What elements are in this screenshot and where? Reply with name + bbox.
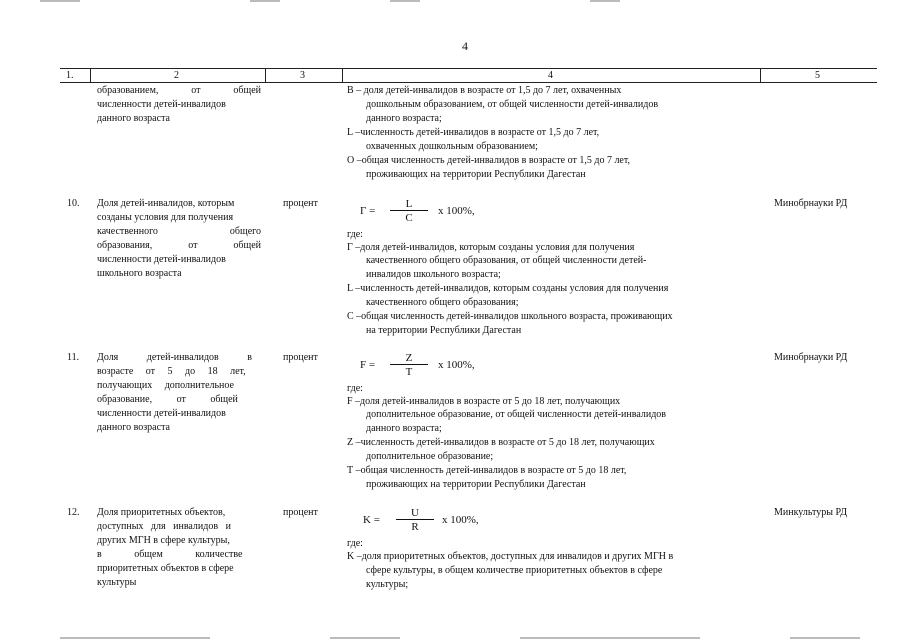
def-line: качественного общего образования; <box>366 297 519 308</box>
row-number: 11. <box>67 352 80 363</box>
row-desc-line: Доля детей-инвалидов в <box>97 352 252 363</box>
cont-def-line: В – доля детей-инвалидов в возрасте от 1,5 до 7 лет, охваченных <box>347 85 622 96</box>
row-desc-line: созданы условия для получения <box>97 212 234 223</box>
row-desc-line: культуры <box>97 577 137 588</box>
def-line: K –доля приоритетных объектов, доступных для инвалидов и других МГН в <box>347 551 674 562</box>
row-desc-word: качественного <box>97 226 158 237</box>
row-desc-line: численности детей-инвалидов <box>97 408 226 419</box>
page-number: 4 <box>462 39 468 53</box>
def-line: L –численность детей-инвалидов, которым созданы условия для получения <box>347 283 669 294</box>
row-desc-line: приоритетных объектов в сфере <box>97 563 234 574</box>
row-desc-line: Доля детей-инвалидов, которым <box>97 198 235 209</box>
header-col-4: 4 <box>548 70 553 81</box>
formula-numerator: L <box>405 198 413 210</box>
formula-numerator: U <box>411 507 419 519</box>
def-line: С –общая численность детей-инвалидов школьного возраста, проживающих <box>347 311 673 322</box>
formula-lhs: F = <box>360 359 376 371</box>
formula-rhs: x 100%, <box>442 514 479 526</box>
row-desc-word: образования, <box>97 240 153 251</box>
def-line: Г –доля детей-инвалидов, которым созданы условия для получения <box>347 242 635 253</box>
cont-desc-line: численности детей-инвалидов <box>97 99 226 110</box>
def-line: дополнительное образование, от общей численности детей-инвалидов <box>366 409 667 420</box>
org-label: Минобрнауки РД <box>774 352 848 363</box>
row-desc-line: образование, от общей <box>97 394 238 405</box>
def-line: качественного общего образования, от общей численности детей- <box>366 255 647 266</box>
unit-label: процент <box>283 352 318 363</box>
cont-def-line: данного возраста; <box>366 113 442 124</box>
row-desc-word: общего <box>229 226 261 237</box>
def-line: инвалидов школьного возраста; <box>366 269 501 280</box>
row-desc-line: в общем количестве <box>97 549 243 560</box>
row-desc-line: численности детей-инвалидов <box>97 254 226 265</box>
def-line: Z –численность детей-инвалидов в возрасте от 5 до 18 лет, получающих <box>347 437 655 448</box>
cont-desc-word: общей <box>233 85 261 96</box>
where-label: где: <box>347 538 363 549</box>
row-desc-line: возрасте от 5 до 18 лет, <box>97 366 246 377</box>
formula-rhs: x 100%, <box>438 359 475 371</box>
unit-label: процент <box>283 198 318 209</box>
def-line: сфере культуры, в общем количестве приоритетных объектов в сфере <box>366 565 663 576</box>
row-desc-line: данного возраста <box>97 422 170 433</box>
row-desc-line: получающих дополнительное <box>97 380 234 391</box>
header-col-1: 1. <box>66 70 74 81</box>
formula-denominator: T <box>405 366 413 378</box>
cont-def-line: L –численность детей-инвалидов в возрасте от 1,5 до 7 лет, <box>347 127 600 138</box>
row-desc-line: доступных для инвалидов и <box>97 521 231 532</box>
def-line: данного возраста; <box>366 423 442 434</box>
formula-denominator: R <box>411 521 419 533</box>
cont-def-line: проживающих на территории Республики Дагестан <box>366 169 586 180</box>
header-col-2: 2 <box>174 70 179 81</box>
def-line: Т –общая численность детей-инвалидов в возрасте от 5 до 18 лет, <box>347 465 627 476</box>
formula-denominator: C <box>405 212 413 224</box>
cont-desc-word: от <box>191 85 201 96</box>
def-line: культуры; <box>366 579 409 590</box>
cont-def-line: охваченных дошкольным образованием; <box>366 141 538 152</box>
where-label: где: <box>347 383 363 394</box>
header-col-3: 3 <box>300 70 305 81</box>
unit-label: процент <box>283 507 318 518</box>
where-label: где: <box>347 229 363 240</box>
org-label: Минобрнауки РД <box>774 198 848 209</box>
cont-desc-word: образованием, <box>97 85 159 96</box>
def-line: проживающих на территории Республики Дагестан <box>366 479 586 490</box>
formula-rhs: x 100%, <box>438 205 475 217</box>
def-line: дополнительное образование; <box>366 451 494 462</box>
cont-def-line: дошкольным образованием, от общей численности детей-инвалидов <box>366 99 659 110</box>
row-desc-line: Доля приоритетных объектов, <box>97 507 226 518</box>
cont-def-line: О –общая численность детей-инвалидов в возрасте от 1,5 до 7 лет, <box>347 155 630 166</box>
formula-lhs: Г = <box>360 205 376 217</box>
org-label: Минкультуры РД <box>774 507 848 518</box>
cont-desc-line: данного возраста <box>97 113 170 124</box>
row-number: 12. <box>67 507 80 518</box>
def-line: F –доля детей-инвалидов в возрасте от 5 до 18 лет, получающих <box>347 396 621 407</box>
row-desc-word: от <box>188 240 198 251</box>
row-number: 10. <box>67 198 80 209</box>
def-line: на территории Республики Дагестан <box>366 325 522 336</box>
formula-lhs: K = <box>363 514 380 526</box>
row-desc-word: общей <box>233 240 261 251</box>
row-desc-line: школьного возраста <box>97 268 182 279</box>
header-col-5: 5 <box>815 70 820 81</box>
row-desc-line: других МГН в сфере культуры, <box>97 535 230 546</box>
formula-numerator: Z <box>405 352 413 364</box>
